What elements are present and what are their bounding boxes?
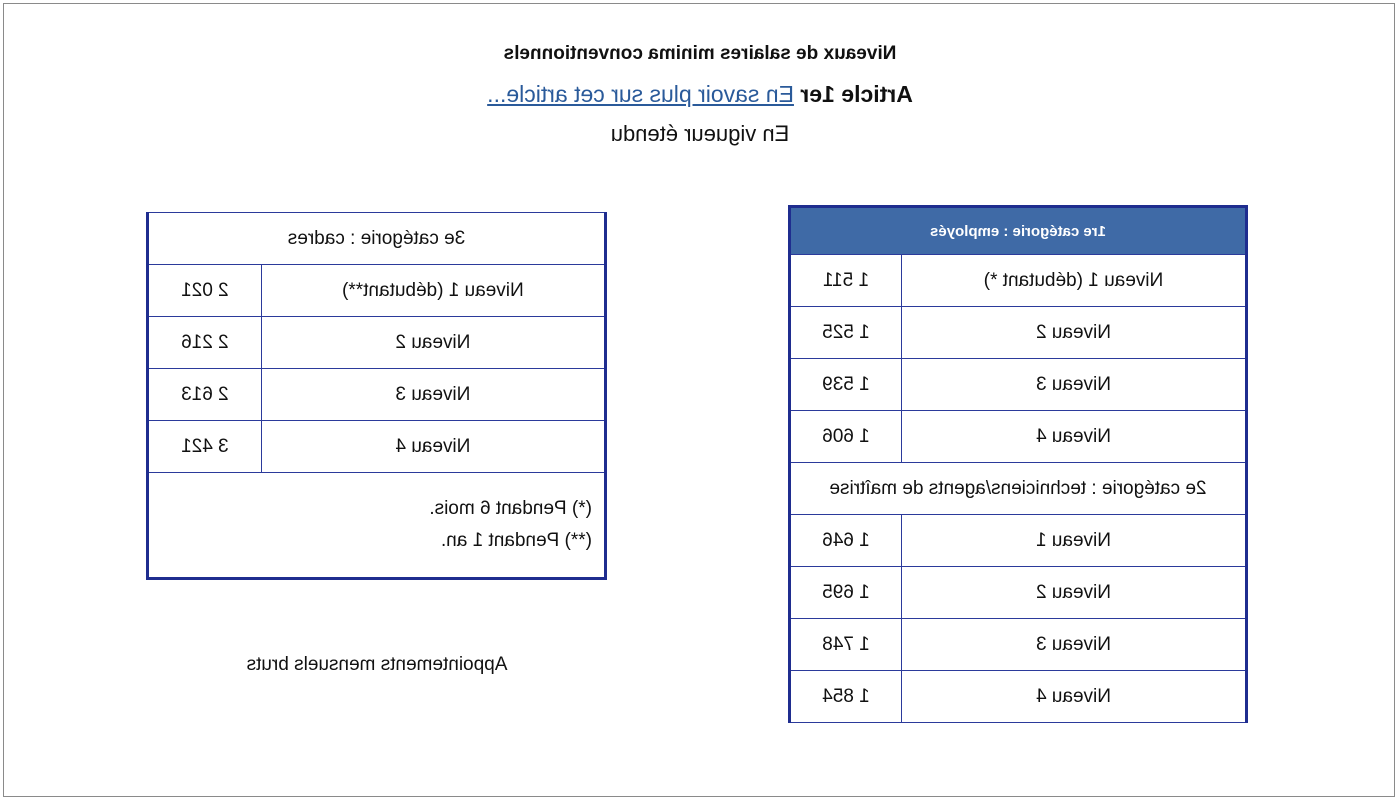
- table-row: [790, 307, 1247, 359]
- article-more-link[interactable]: En savoir plus sur cet article...: [487, 81, 794, 107]
- row-value: 1 854: [790, 671, 902, 723]
- header-employes: 1re catégorie : employés: [790, 207, 1247, 255]
- row-label: Niveau 1 (débutant**): [261, 265, 605, 317]
- row-value: 1 525: [790, 307, 902, 359]
- row-value: 1 539: [790, 359, 902, 411]
- row-value: 1 748: [790, 619, 902, 671]
- table-cadres: [146, 212, 607, 580]
- row-label: Niveau 1 (débutant *): [902, 255, 1247, 307]
- table-row: [148, 317, 606, 369]
- page-title: Niveaux de salaires minima conventionnels: [503, 43, 897, 64]
- row-value: 1 511: [790, 255, 902, 307]
- table-employes-techniciens: [788, 205, 1248, 723]
- article-label: Article 1er: [800, 81, 913, 107]
- header-cadres: 3e catégorie : cadres: [148, 213, 606, 265]
- table-row: [790, 567, 1247, 619]
- row-value: 2 613: [148, 369, 262, 421]
- row-label: Niveau 4: [902, 671, 1247, 723]
- row-label: Niveau 3: [902, 359, 1247, 411]
- table-row: [790, 255, 1247, 307]
- notes-row: [148, 473, 606, 579]
- row-value: 1 646: [790, 515, 902, 567]
- row-value: 1 606: [790, 411, 902, 463]
- table-row: [148, 421, 606, 473]
- header-techniciens: 2e catégorie : techniciens/agents de maîtrise: [790, 463, 1247, 515]
- table-row: [790, 411, 1247, 463]
- table-header-row: [148, 213, 606, 265]
- footnote: (**) Pendant 1 an.: [440, 530, 592, 551]
- row-label: Niveau 4: [902, 411, 1247, 463]
- row-value: 2 216: [148, 317, 262, 369]
- row-value: 2 021: [148, 265, 262, 317]
- row-label: Niveau 2: [902, 567, 1247, 619]
- article-line: [0, 80, 1400, 108]
- footnote: (*) Pendant 6 mois.: [429, 498, 592, 519]
- row-label: Niveau 4: [261, 421, 605, 473]
- table-row: [148, 369, 606, 421]
- table-row: [790, 671, 1247, 723]
- row-label: Niveau 3: [902, 619, 1247, 671]
- section-row: [790, 463, 1247, 515]
- footnotes: [148, 473, 606, 579]
- table-row: [790, 515, 1247, 567]
- row-label: Niveau 2: [902, 307, 1247, 359]
- row-value: 3 421: [148, 421, 262, 473]
- table-row: [790, 359, 1247, 411]
- row-label: Niveau 2: [261, 317, 605, 369]
- status-text: En vigueur étendu: [610, 121, 790, 146]
- footer-caption: Appointements mensuels bruts: [246, 654, 508, 675]
- table-row: [790, 619, 1247, 671]
- table-header-row: [790, 207, 1247, 255]
- table-row: [148, 265, 606, 317]
- row-label: Niveau 3: [261, 369, 605, 421]
- row-label: Niveau 1: [902, 515, 1247, 567]
- row-value: 1 695: [790, 567, 902, 619]
